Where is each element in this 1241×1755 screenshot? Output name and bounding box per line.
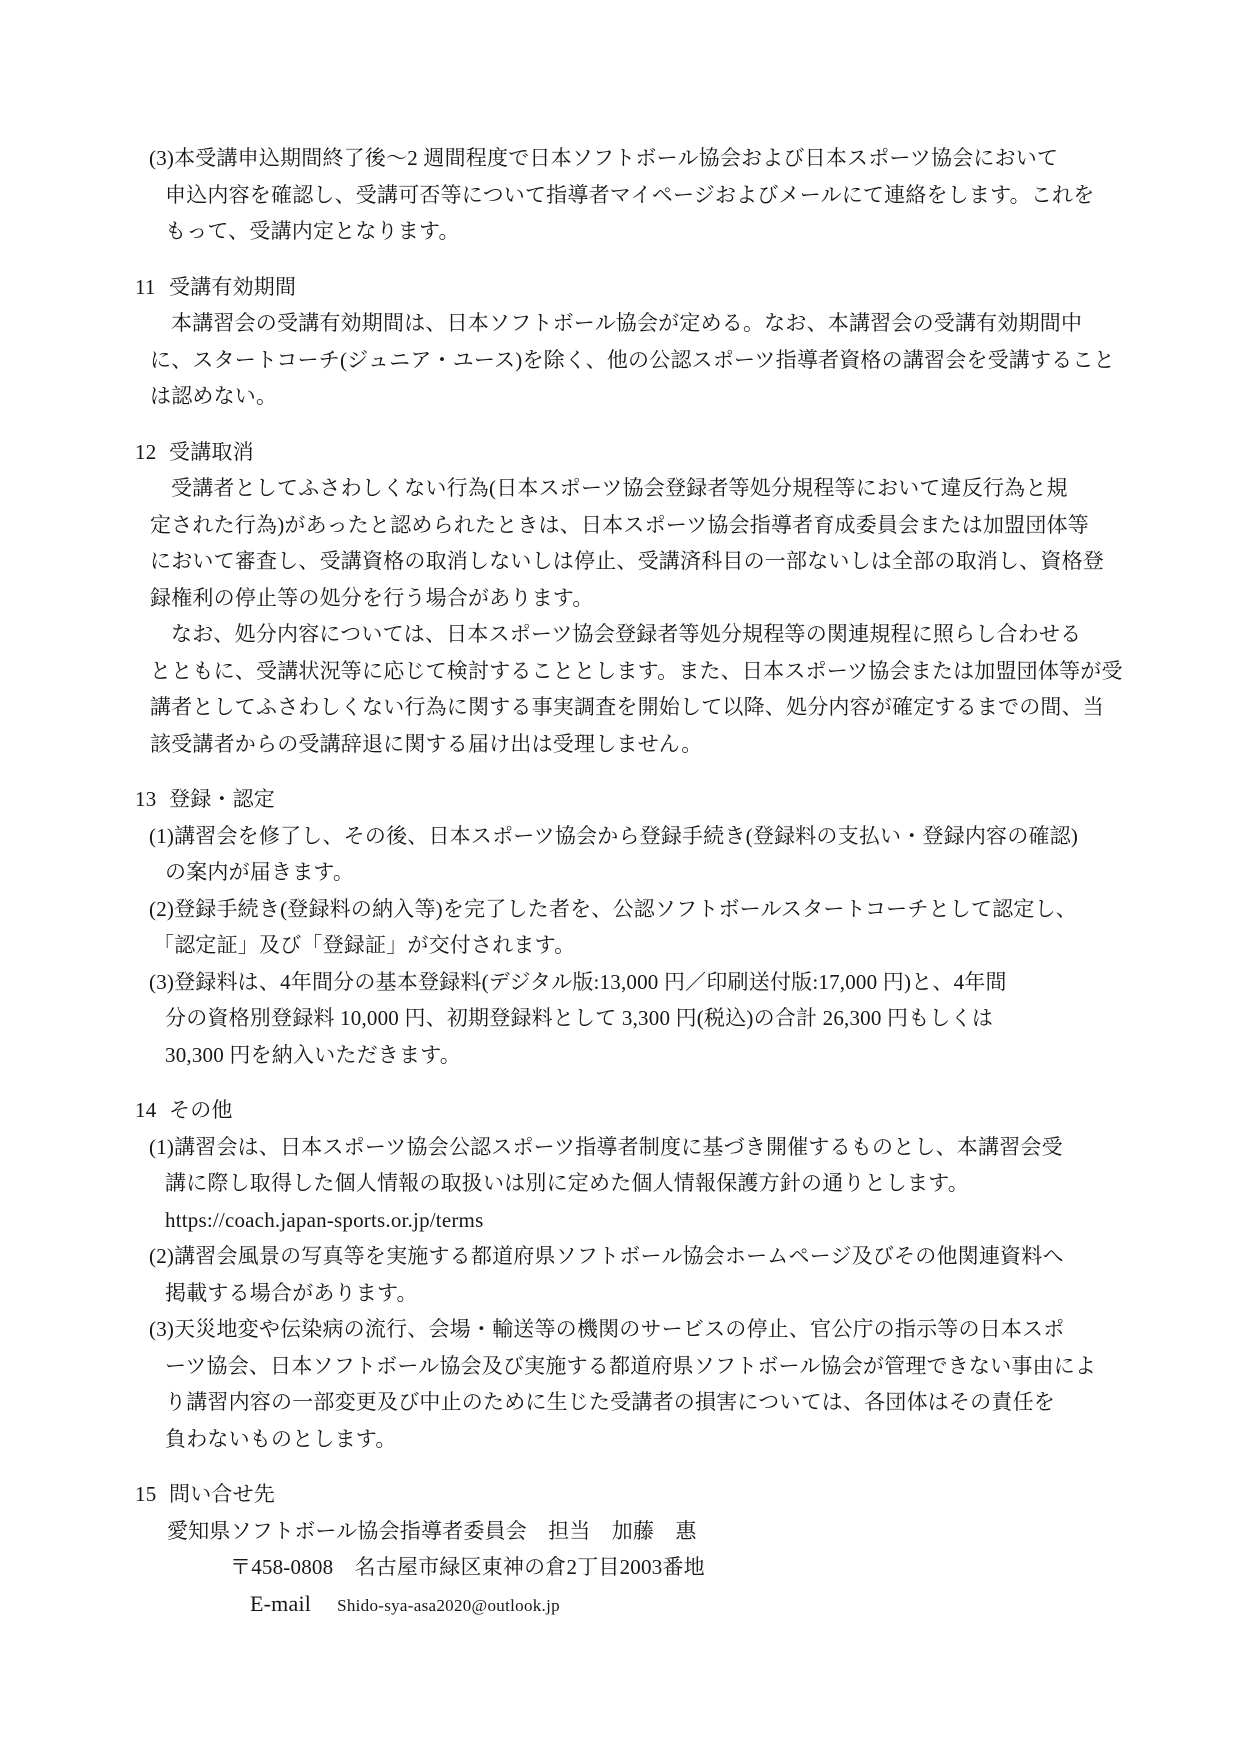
section-number: 14	[135, 1098, 157, 1122]
list-item-line: 講に際し取得した個人情報の取扱いは別に定めた個人情報保護方針の通りとします。	[165, 1171, 969, 1195]
body-line: 該受講者からの受講辞退に関する届け出は受理しません。	[150, 731, 703, 756]
body-line: もって、受講内定となります。	[165, 219, 460, 243]
intro-item-3	[135, 140, 1121, 250]
body-line: 録権利の停止等の処分を行う場合があります。	[150, 585, 594, 610]
list-item-line: (3)登録料は、4年間分の基本登録料(デジタル版:13,000 円／印刷送付版:17,000 円)と、4年間	[149, 969, 1007, 994]
list-item-line: 掲載する場合があります。	[165, 1280, 418, 1305]
list-item-line: ーツ協会、日本ソフトボール協会及び実施する都道府県ソフトボール協会が管理できない事由によ	[165, 1353, 1097, 1378]
list-item-line: 30,300 円を納入いただきます。	[165, 1042, 461, 1067]
email-label: E-mail	[250, 1590, 312, 1616]
section-title: 受講有効期間	[169, 274, 297, 299]
body-line: 定された行為)があったと認められたときは、日本スポーツ協会指導者育成委員会または加盟団体等	[150, 512, 1089, 537]
section-heading	[135, 1092, 1121, 1129]
list-item-line: (2)登録手続き(登録料の納入等)を完了した者を、公認ソフトボールスタートコーチとして認定し、	[149, 896, 1077, 921]
section-number: 15	[135, 1482, 157, 1506]
body-line: に、スタートコーチ(ジュニア・ユース)を除く、他の公認スポーツ指導者資格の講習会を受講すること	[150, 347, 1115, 372]
section-12-cancellation	[135, 434, 1121, 763]
section-11-validity-period	[135, 269, 1121, 415]
list-item-line: り講習内容の一部変更及び中止のために生じた受講者の損害については、各団体はその責任を	[165, 1390, 1055, 1414]
section-number: 13	[135, 787, 157, 811]
body-line: とともに、受講状況等に応じて検討することとします。また、日本スポーツ協会または加盟団体等が受	[150, 658, 1123, 683]
contact-email-row	[250, 1586, 1121, 1625]
list-item-line: の案内が届きます。	[165, 860, 355, 884]
list-item-line: (2)講習会風景の写真等を実施する都道府県ソフトボール協会ホームページ及びその他関連資料へ	[149, 1244, 1064, 1268]
section-title: 登録・認定	[169, 787, 275, 811]
section-heading	[135, 269, 1121, 306]
section-13-registration	[135, 781, 1121, 1073]
section-number: 11	[135, 274, 156, 299]
body-line: 受講者としてふさわしくない行為(日本スポーツ協会登録者等処分規程等において違反行為と規	[171, 476, 1068, 500]
email-address: Shido-sya-asa2020@outlook.jp	[337, 1595, 560, 1615]
body-line: 本講習会の受講有効期間は、日本ソフトボール協会が定める。なお、本講習会の受講有効期間中	[171, 311, 1083, 335]
section-title: 問い合せ先	[169, 1482, 275, 1506]
contact-address: 〒458-0808 名古屋市緑区東神の倉2丁目2003番地	[230, 1555, 705, 1579]
list-item-line: (1)講習会は、日本スポーツ協会公認スポーツ指導者制度に基づき開催するものとし、本講習会受	[149, 1134, 1063, 1159]
section-14-misc	[135, 1092, 1121, 1457]
list-item-line: 「認定証」及び「登録証」が交付されます。	[153, 933, 576, 957]
list-item-line: 分の資格別登録料 10,000 円、初期登録料として 3,300 円(税込)の合計 26,300 円もしくは	[165, 1006, 994, 1030]
list-item-line: 負わないものとします。	[165, 1426, 397, 1451]
body-line: において審査し、受講資格の取消しないしは停止、受講済科目の一部ないしは全部の取消し、資格登	[150, 549, 1104, 573]
section-heading	[135, 781, 1121, 818]
list-item-line: (1)講習会を修了し、その後、日本スポーツ協会から登録手続き(登録料の支払い・登録内容の確認)	[149, 823, 1079, 848]
section-heading	[135, 1476, 1121, 1513]
body-line: 申込内容を確認し、受講可否等について指導者マイページおよびメールにて連絡をします。これを	[165, 182, 1095, 207]
section-15-contact	[135, 1476, 1121, 1624]
body-line: は認めない。	[150, 384, 278, 408]
body-line: 講者としてふさわしくない行為に関する事実調査を開始して以降、処分内容が確定するまでの間、当	[150, 695, 1104, 719]
section-number: 12	[135, 439, 157, 464]
section-title: 受講取消	[169, 439, 254, 464]
terms-url: https://coach.japan-sports.or.jp/terms	[165, 1207, 484, 1232]
list-item-line: (3)天災地変や伝染病の流行、会場・輸送等の機関のサービスの停止、官公庁の指示等の日本スポ	[149, 1317, 1065, 1341]
body-line: (3)本受講申込期間終了後～2 週間程度で日本ソフトボール協会および日本スポーツ協会において	[149, 146, 1059, 170]
contact-organization: 愛知県ソフトボール協会指導者委員会 担当 加藤 惠	[167, 1518, 697, 1543]
section-title: その他	[169, 1098, 233, 1122]
section-heading	[135, 434, 1121, 471]
body-line: なお、処分内容については、日本スポーツ協会登録者等処分規程等の関連規程に照らし合わせる	[171, 622, 1082, 646]
